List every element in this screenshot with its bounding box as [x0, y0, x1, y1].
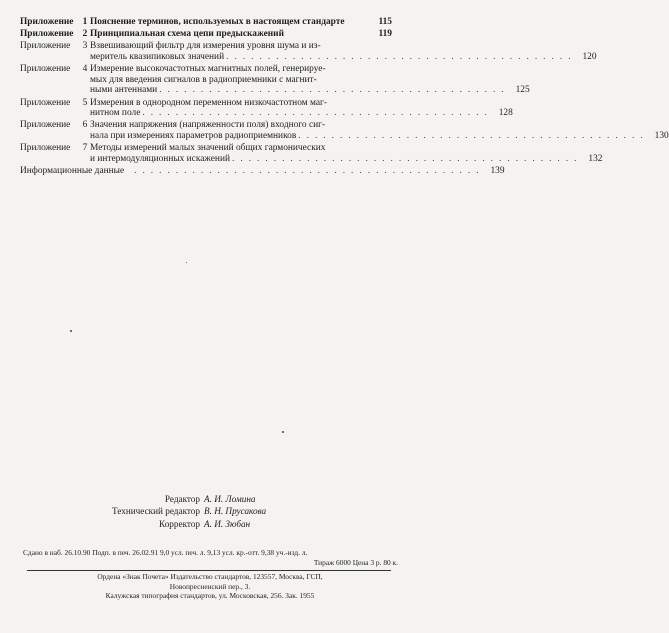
toc-leader-dots: ..........................................	[226, 51, 577, 62]
toc-leader-dots: ..........................................	[159, 85, 510, 96]
toc-page-number: 128	[498, 108, 513, 119]
toc-entry	[20, 97, 513, 119]
toc-entry-text: и интермодуляционных искажений	[90, 153, 230, 164]
toc-appendix-number: 5	[82, 97, 88, 108]
editor-name: В. Н. Прусакова	[204, 506, 267, 517]
toc-entry-text: Измерение высокочастотных магнитных полей, генерируе-	[90, 64, 326, 75]
toc-entry-text: Методы измерений малых значений общих гармонических	[90, 143, 326, 154]
editor-role: Корректор	[159, 518, 200, 529]
editor-name: А. И. Зюбан	[204, 518, 251, 529]
publisher-line-1: Ордена «Знак Почета» Издательство стандартов, 123557, Москва, ГСП,	[97, 572, 323, 581]
toc-entry-text: Взвешивающий фильтр для измерения уровня шума и из-	[90, 41, 321, 52]
publisher-line-3: Калужская типография стандартов, ул. Московская, 256. Зак. 1955	[105, 591, 315, 601]
toc-leader-dots: ..........................................	[232, 153, 583, 164]
toc-entry	[20, 143, 603, 164]
toc-appendix-number: 4	[82, 64, 88, 75]
toc-prefix: Приложение	[20, 41, 71, 52]
toc-leader-dots: ..........................................	[298, 130, 649, 141]
toc-prefix: Приложение	[20, 97, 71, 108]
toc-page-number: 120	[582, 51, 597, 62]
toc-appendix-number: 3	[82, 41, 88, 52]
toc-info-text: Информационные данные	[20, 165, 125, 176]
print-info-line-1: Сдано в наб. 26.10.90 Подп. в печ. 26.02.91 9,0 усл. печ. л. 9,13 усл. кр.-отт. 9,38 уч.-изд. л.	[23, 548, 308, 557]
toc-page-number: 125	[515, 85, 530, 96]
toc-page-number: 119	[378, 29, 392, 40]
toc-page-number: 139	[490, 165, 505, 176]
toc-entry-text: Принципиальная схема цепи предыскажений	[90, 29, 284, 40]
toc-entry-text: нитном поле	[90, 108, 141, 119]
toc-prefix: Приложение	[20, 29, 74, 40]
toc-prefix: Приложение	[20, 143, 71, 154]
toc-prefix: Приложение	[20, 120, 71, 131]
editor-role: Технический редактор	[112, 506, 200, 517]
toc-entry-text: мых для введения сигналов в радиоприемники с магнит-	[90, 74, 317, 85]
print-info	[23, 548, 398, 567]
editor-role: Редактор	[164, 494, 200, 504]
toc-entry-text: Значения напряжения (напряженности поля) входного сиг-	[90, 120, 326, 131]
editor-row	[60, 493, 400, 505]
publisher-line-2: Новопресненский пер., 3.	[169, 581, 251, 591]
editors-block	[60, 493, 400, 530]
toc-entry	[20, 41, 597, 62]
toc-leader-dots: ..........................................	[142, 108, 493, 119]
toc-appendix-number: 1	[82, 17, 88, 27]
editor-name: А. И. Ломина	[204, 494, 256, 504]
table-of-contents	[20, 17, 669, 176]
toc-entry-text: Измерения в однородном переменном низкочастотном маг-	[90, 97, 327, 108]
print-info-line-2: Тираж 6000 Цена 3 р. 80 к.	[313, 557, 398, 567]
toc-entry-text: меритель квазипиковых значений	[90, 51, 225, 62]
publisher-info	[40, 572, 380, 601]
toc-appendix-number: 6	[82, 120, 88, 131]
scan-speck	[186, 262, 187, 263]
toc-page-number: 115	[378, 17, 392, 27]
editor-row	[60, 518, 400, 530]
toc-entry	[20, 120, 669, 141]
toc-prefix: Приложение	[20, 17, 74, 27]
toc-page-number: 130	[654, 130, 669, 141]
toc-appendix-number: 7	[82, 143, 88, 154]
scan-speck	[70, 330, 72, 332]
toc-entry-text: нала при измерениях параметров радиоприемников	[90, 130, 297, 141]
scan-speck	[282, 431, 284, 433]
toc-page-number: 132	[588, 153, 603, 164]
divider-line	[27, 570, 391, 571]
toc-entry	[20, 64, 530, 96]
toc-prefix: Приложение	[20, 64, 71, 75]
toc-appendix-number: 2	[82, 29, 88, 40]
toc-entry-text: Пояснение терминов, используемых в настоящем стандарте	[90, 17, 345, 27]
toc-info-entry	[20, 165, 505, 177]
toc-leader-dots: ..........................................	[134, 165, 485, 176]
toc-entry	[20, 17, 392, 28]
toc-entry	[20, 29, 392, 40]
editor-row	[60, 505, 400, 517]
toc-entry-text: ными антеннами	[90, 85, 158, 96]
